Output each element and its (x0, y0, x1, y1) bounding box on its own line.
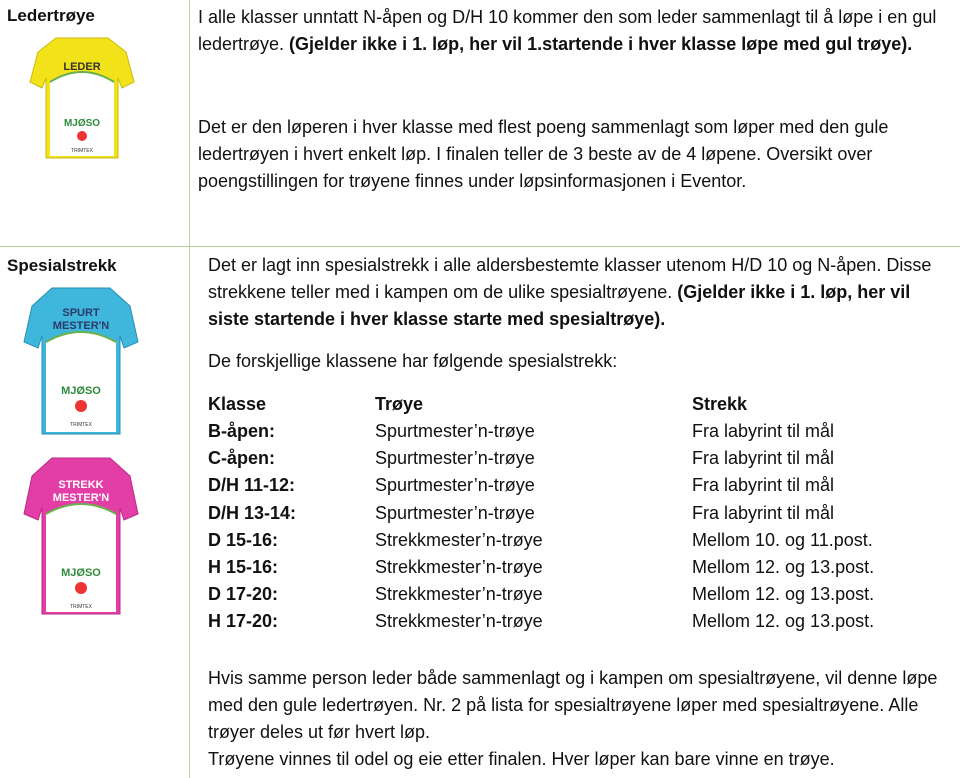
table-header-klasse: Klasse (208, 394, 267, 414)
table-cell-troye: Strekkmester’n-trøye (375, 557, 543, 577)
table-cell-strekk: Mellom 12. og 13.post. (692, 584, 875, 605)
table-cell-troye: Spurtmester’n-trøye (375, 448, 535, 469)
table-header-troye: Trøye (375, 394, 424, 414)
table-cell-strekk: Fra labyrint til mål (692, 475, 835, 496)
pink-strekkmester-jersey-image (20, 452, 142, 620)
section1-paragraph1: I alle klasser unntatt N-åpen og D/H 10 kommer den som leder sammenlagt til å løpe i en gul ledertrøye. (Gjelder ikke i 1. løp, her vil 1.startende i hver klasse løpe med gul trøye). (198, 7, 937, 54)
table-cell-troye: Strekkmester’n-trøye (375, 584, 543, 605)
jersey-strekk-text2: MESTER'N (52, 492, 110, 504)
table-cell-troye: Spurtmester’n-trøye (375, 475, 535, 496)
table-cell-troye: Strekkmester’n-trøye (375, 611, 543, 632)
table-cell-klasse: H 17-20: (208, 611, 279, 632)
blue-spurtmester-jersey-image (20, 282, 142, 440)
table-cell-klasse: D 15-16: (208, 529, 279, 550)
column-divider (189, 0, 190, 778)
table-cell-troye: Strekkmester’n-trøye (375, 529, 543, 550)
row-divider (0, 246, 960, 247)
table-cell-strekk: Mellom 12. og 13.post. (692, 611, 875, 632)
table-cell-klasse: C-åpen: (208, 448, 275, 469)
table-cell-klasse: D/H 11-12: (208, 475, 296, 496)
section2-closing2: Trøyene vinnes til odel og eie etter finalen. Hver løper kan bare vinne en trøye. (208, 749, 835, 769)
section2-closing1: Hvis samme person leder både sammenlagt og i kampen om spesialtrøyene, vil denne løpe med den gule ledertrøyen. Nr. 2 på lista for spesialtrøyene løper med spesialtrøyene. Alle trøyer deles ut før hvert løp. (208, 668, 938, 742)
table-cell-klasse: H 15-16: (208, 557, 279, 577)
table-cell-strekk: Mellom 12. og 13.post. (692, 557, 875, 577)
jersey-leder-sub: TRIMTEX (71, 148, 93, 154)
table-cell-strekk: Fra labyrint til mål (692, 448, 835, 469)
section-label-ledertroye: Ledertrøye (7, 6, 95, 25)
table-cell-klasse: B-åpen: (208, 421, 275, 441)
table-header-strekk: Strekk (692, 394, 748, 414)
jersey-spurt-text2: MESTER'N (52, 320, 110, 332)
table-cell-strekk: Fra labyrint til mål (692, 421, 835, 441)
table-cell-troye: Spurtmester’n-trøye (375, 502, 535, 523)
section2-paragraph1: Det er lagt inn spesialstrekk i alle aldersbestemte klasser utenom H/D 10 og N-åpen. Disse strekkene teller med i kampen om de ulike spesialtrøyene. (Gjelder ikke i 1. løp, her vil siste startende i hver klasse starte med spesialtrøye). (208, 255, 932, 329)
jersey-leder-logo: MJØSO (63, 118, 101, 129)
jersey-spurt-sub: TRIMTEX (70, 422, 92, 428)
table-cell-strekk: Mellom 10. og 11.post. (692, 529, 873, 550)
section1-paragraph2: Det er den løperen i hver klasse med flest poeng sammenlagt som løper med den gule ledertrøyen i hvert enkelt løp. I finalen teller de 3 beste av de 4 løpene. Oversikt over poengstillingen for trøyene finnes under løpsinformasjonen i Eventor. (198, 117, 889, 191)
section2-intro: De forskjellige klassene har følgende spesialstrekk: (208, 351, 618, 371)
jersey-spurt-text1: SPURT (62, 307, 100, 319)
jersey-leder-text: LEDER (63, 61, 101, 73)
jersey-strekk-sub: TRIMTEX (70, 604, 92, 610)
jersey-strekk-logo: MJØSO (61, 567, 101, 579)
table-cell-troye: Spurtmester’n-trøye (375, 421, 535, 441)
table-cell-strekk: Fra labyrint til mål (692, 502, 835, 523)
jersey-strekk-text1: STREKK (58, 479, 104, 491)
yellow-leader-jersey-image (26, 32, 138, 164)
table-cell-klasse: D/H 13-14: (208, 502, 297, 523)
jersey-spurt-logo: MJØSO (61, 385, 101, 397)
table-cell-klasse: D 17-20: (208, 584, 279, 605)
section-label-spesialstrekk: Spesialstrekk (7, 256, 117, 275)
